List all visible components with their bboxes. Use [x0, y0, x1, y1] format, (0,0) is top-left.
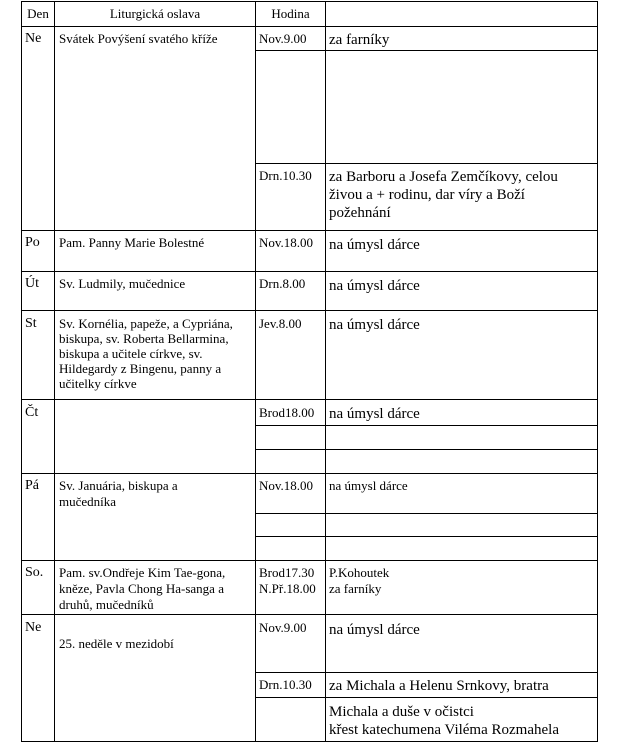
row-divider: [21, 399, 598, 400]
intention-text: na úmysl dárce: [329, 478, 408, 493]
subrow-divider: [255, 672, 598, 673]
day-label: So.: [25, 565, 44, 580]
celebration-text: 25. neděle v mezidobí: [59, 636, 174, 651]
header-oslava: Liturgická oslava: [109, 6, 201, 21]
day-label: St: [25, 316, 37, 331]
intention-text: na úmysl dárce: [329, 406, 420, 422]
row-divider: [21, 230, 598, 231]
row-divider: [21, 614, 598, 615]
celebration-text: druhů, mučedníků: [59, 597, 154, 612]
celebration-text: mučedníka: [59, 494, 117, 509]
day-label: Po: [25, 235, 40, 250]
row-divider: [21, 560, 598, 561]
table-border-top: [21, 1, 598, 2]
celebration-text: učitelky církve: [59, 376, 137, 391]
column-divider: [255, 1, 256, 742]
day-label: Ne: [25, 620, 42, 635]
intention-text: za farníky: [329, 581, 382, 596]
celebration-text: Pam. Panny Marie Bolestné: [59, 235, 205, 250]
mass-time: Nov.9.00: [259, 31, 307, 46]
intention-text: za farníky: [329, 32, 390, 48]
intention-text: na úmysl dárce: [329, 237, 420, 253]
celebration-text: Svátek Povýšení svatého kříže: [59, 31, 218, 46]
table-border-right: [597, 1, 598, 742]
mass-time: Drn.10.30: [259, 677, 312, 692]
mass-time: Brod18.00: [259, 405, 315, 420]
celebration-text: biskupa a učitele církve, sv.: [59, 346, 203, 361]
table-border-left: [21, 1, 22, 742]
mass-time: Drn.8.00: [259, 276, 306, 291]
day-label: Čt: [25, 405, 39, 420]
celebration-text: biskupa, sv. Roberta Bellarmina,: [59, 331, 229, 346]
row-divider: [21, 26, 598, 27]
intention-text: na úmysl dárce: [329, 622, 420, 638]
row-divider: [21, 271, 598, 272]
mass-time: Nov.18.00: [259, 235, 314, 250]
celebration-text: Sv. Kornélia, papeže, a Cypriána,: [59, 316, 233, 331]
celebration-text: Pam. sv.Ondřeje Kim Tae-gona,: [59, 565, 226, 580]
subrow-divider: [255, 536, 598, 537]
header-den: Den: [27, 6, 49, 21]
mass-time: Nov.18.00: [259, 478, 314, 493]
celebration-text: Sv. Ludmily, mučednice: [59, 276, 186, 291]
intention-text: požehnání: [329, 205, 391, 221]
celebration-text: kněze, Pavla Chong Ha-sanga a: [59, 581, 224, 596]
mass-time: N.Př.18.00: [259, 581, 316, 596]
intention-text: P.Kohoutek: [329, 565, 390, 580]
intention-text: za Michala a Helenu Srnkovy, bratra: [329, 678, 549, 694]
subrow-divider: [255, 50, 598, 51]
table-border-bottom: [21, 741, 598, 742]
subrow-divider: [255, 697, 598, 698]
mass-time: Brod17.30: [259, 565, 315, 580]
subrow-divider: [255, 449, 598, 450]
intention-text: živou a + rodinu, dar víry a Boží: [329, 187, 525, 203]
mass-time: Nov.9.00: [259, 620, 307, 635]
intention-text: na úmysl dárce: [329, 278, 420, 294]
day-label: Út: [25, 276, 39, 291]
subrow-divider: [255, 513, 598, 514]
column-divider: [54, 1, 55, 742]
intention-text: na úmysl dárce: [329, 317, 420, 333]
celebration-text: Hildegardy z Bingenu, panny a: [59, 361, 222, 376]
intention-text: za Barboru a Josefa Zemčíkovy, celou: [329, 169, 558, 185]
mass-time: Drn.10.30: [259, 168, 312, 183]
intention-text: křest katechumena Viléma Rozmahela: [329, 722, 559, 738]
subrow-divider: [255, 163, 598, 164]
column-divider: [325, 1, 326, 742]
subrow-divider: [255, 425, 598, 426]
intention-text: Michala a duše v očistci: [329, 704, 474, 720]
row-divider: [21, 473, 598, 474]
header-hodina: Hodina: [271, 6, 310, 21]
day-label: Pá: [25, 478, 39, 493]
row-divider: [21, 310, 598, 311]
day-label: Ne: [25, 31, 42, 46]
mass-time: Jev.8.00: [259, 316, 302, 331]
celebration-text: Sv. Januária, biskupa a: [59, 478, 178, 493]
